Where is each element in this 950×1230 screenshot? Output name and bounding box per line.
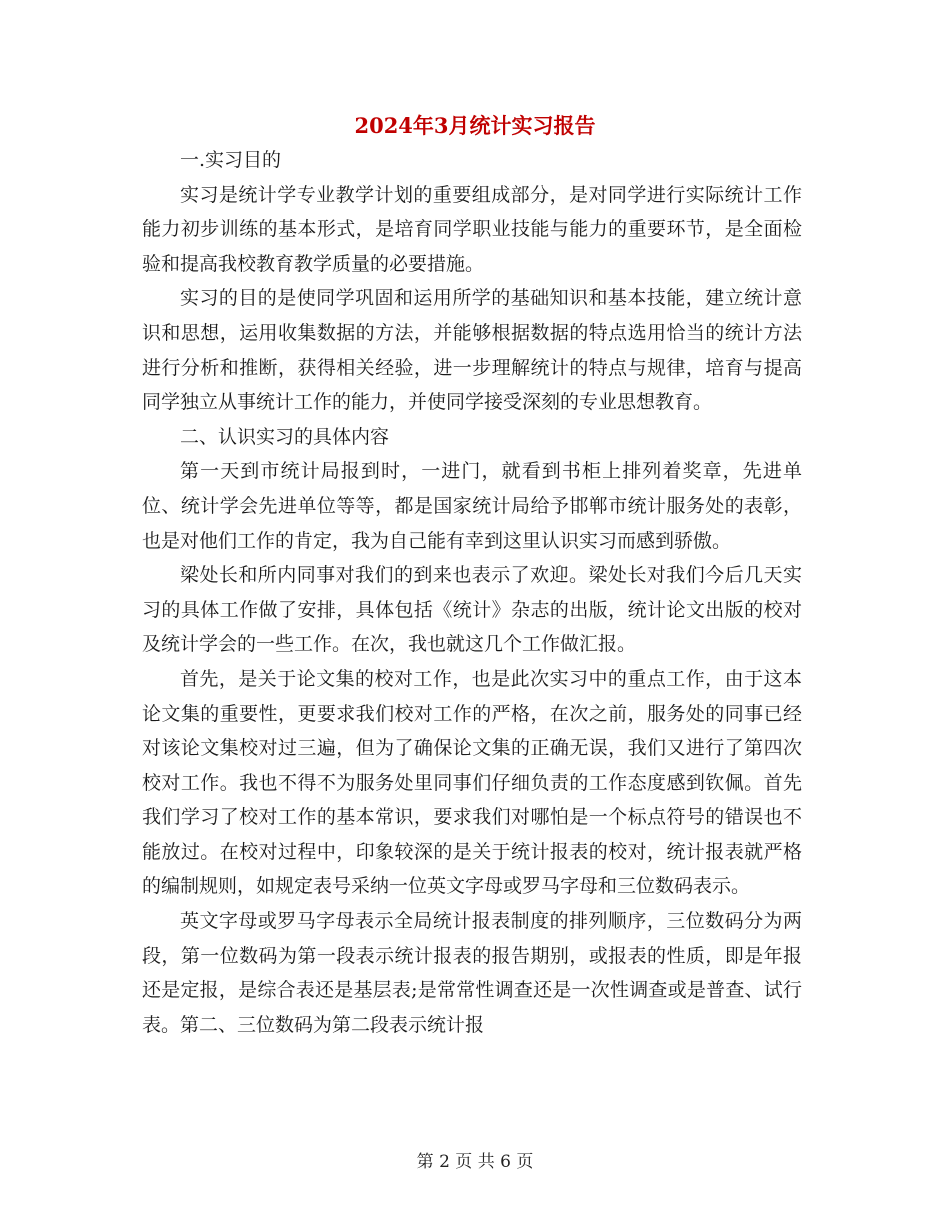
section-heading-content: 二、认识实习的具体内容 bbox=[180, 425, 390, 448]
paragraph: 实习是统计学专业教学计划的重要组成部分，是对同学进行实际统计工作能力初步训练的基本形式，是培育同学职业技能与能力的重要环节，是全面检验和提高我校教育教学质量的必要措施。 bbox=[142, 183, 802, 275]
paragraph: 实习的目的是使同学巩固和运用所学的基础知识和基本技能，建立统计意识和思想，运用收集数据的方法，并能够根据数据的特点选用恰当的统计方法进行分析和推断，获得相关经验，进一步理解统计的特点与规律，培育与提高同学独立从事统计工作的能力，并使同学接受深刻的专业思想教育。 bbox=[142, 287, 802, 414]
page-number-footer: 第 2 页 共 6 页 bbox=[416, 1152, 534, 1172]
paragraph: 英文字母或罗马字母表示全局统计报表制度的排列顺序，三位数码分为两段，第一位数码为第一段表示统计报表的报告期别，或报表的性质，即是年报还是定报，是综合表还是基层表;是常常性调查还是一次性调查或是普查、试行表。第二、三位数码为第二段表示统计报 bbox=[142, 910, 802, 1036]
paragraph: 首先，是关于论文集的校对工作，也是此次实习中的重点工作，由于这本论文集的重要性，更要求我们校对工作的严格，在次之前，服务处的同事已经对该论文集校对过三遍，但为了确保论文集的正确无误，我们又进行了第四次校对工作。我也不得不为服务处里同事们仔细负责的工作态度感到钦佩。首先我们学习了校对工作的基本常识，要求我们对哪怕是一个标点符号的错误也不能放过。在校对过程中，印象较深的是关于统计报表的校对，统计报表就严格的编制规则，如规定表号采纳一位英文字母或罗马字母和三位数码表示。 bbox=[142, 667, 802, 898]
document-title: 2024年3月统计实习报告 bbox=[354, 113, 596, 138]
paragraph: 梁处长和所内同事对我们的到来也表示了欢迎。梁处长对我们今后几天实习的具体工作做了安排，具体包括《统计》杂志的出版，统计论文出版的校对及统计学会的一些工作。在次，我也就这几个工作做汇报。 bbox=[142, 564, 802, 656]
section-heading-purpose: 一.实习目的 bbox=[180, 149, 282, 171]
paragraph: 第一天到市统计局报到时，一进门，就看到书柜上排列着奖章，先进单位、统计学会先进单位等等，都是国家统计局给予邯郸市统计服务处的表彰，也是对他们工作的肯定，我为自己能有幸到这里认识实习而感到骄傲。 bbox=[142, 460, 802, 552]
document-body bbox=[142, 143, 802, 1042]
